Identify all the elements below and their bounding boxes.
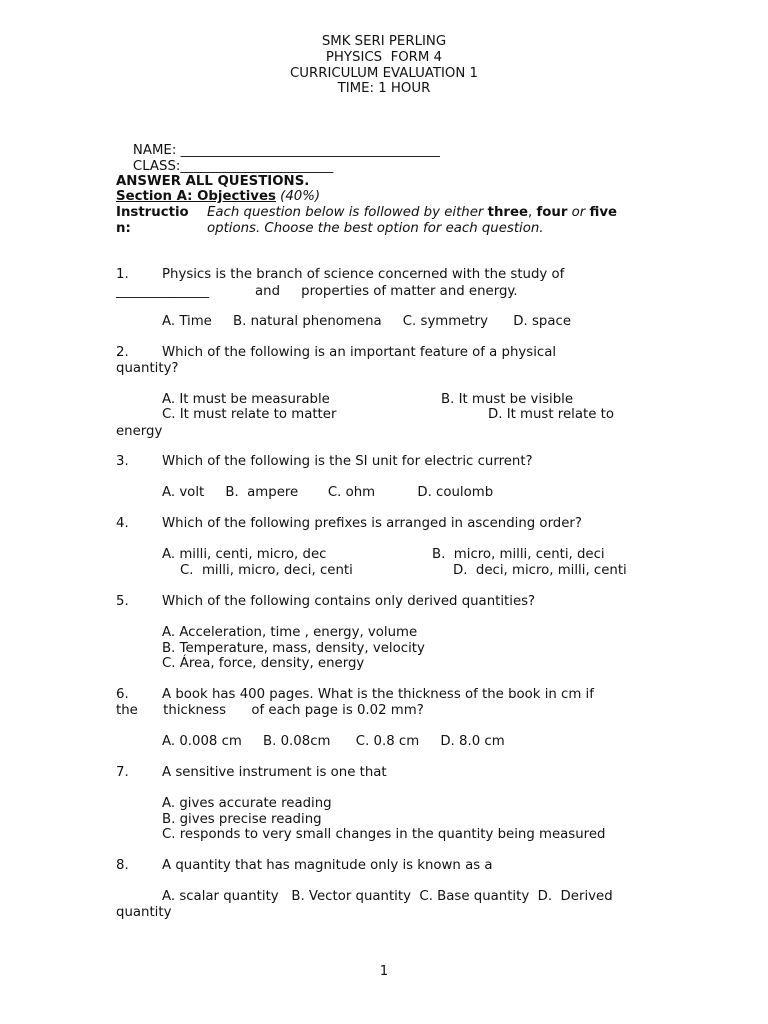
- question-4-option-b[interactable]: B. micro, milli, centi, deci: [432, 547, 605, 562]
- question-6-number: 6.: [116, 687, 129, 702]
- question-5-number: 5.: [116, 594, 129, 609]
- question-4-option-c[interactable]: C. milli, micro, deci, centi: [180, 563, 353, 578]
- name-blank: _______________________________________: [180, 143, 440, 158]
- school-name: SMK SERI PERLING: [321, 34, 447, 49]
- question-4-text: Which of the following prefixes is arranged in ascending order?: [162, 516, 582, 531]
- instruction-label-2: n:: [116, 221, 131, 236]
- question-6-options[interactable]: A. 0.008 cm B. 0.08cm C. 0.8 cm D. 8.0 cm: [162, 734, 505, 749]
- class-blank: _______________________: [180, 159, 334, 174]
- exam-title: CURRICULUM EVALUATION 1: [289, 66, 479, 81]
- question-2-option-a[interactable]: A. It must be measurable: [162, 392, 330, 407]
- question-1-number: 1.: [116, 267, 129, 282]
- question-2-option-d[interactable]: D. It must relate to: [488, 407, 614, 422]
- instruction-text-1: Each question below is followed by either three, four or five: [207, 205, 618, 220]
- question-8-options-wrap: quantity: [116, 905, 172, 920]
- question-1-options[interactable]: A. Time B. natural phenomena C. symmetry D. space: [162, 314, 572, 329]
- question-2-text-2: quantity?: [116, 361, 179, 376]
- question-2-number: 2.: [116, 345, 129, 360]
- question-5-option-b[interactable]: B. Temperature, mass, density, velocity: [162, 641, 425, 656]
- question-2-text: Which of the following is an important feature of a physical: [162, 345, 557, 360]
- question-4-number: 4.: [116, 516, 129, 531]
- question-7-text: A sensitive instrument is one that: [162, 765, 387, 780]
- question-8-options[interactable]: A. scalar quantity B. Vector quantity C. Base quantity D. Derived: [162, 889, 613, 904]
- answer-all-heading: ANSWER ALL QUESTIONS.: [116, 174, 310, 189]
- question-7-option-c[interactable]: C. responds to very small changes in the quantity being measured: [162, 827, 606, 842]
- question-5-option-c[interactable]: C. Área, force, density, energy: [162, 656, 365, 671]
- question-6-text: A book has 400 pages. What is the thickness of the book in cm if: [162, 687, 594, 702]
- question-8-number: 8.: [116, 858, 129, 873]
- question-3-options[interactable]: A. volt B. ampere C. ohm D. coulomb: [162, 485, 494, 500]
- question-4-option-d[interactable]: D. deci, micro, milli, centi: [453, 563, 627, 578]
- page-number: 1: [379, 964, 389, 979]
- section-heading: [116, 189, 320, 205]
- question-8-text: A quantity that has magnitude only is known as a: [162, 858, 493, 873]
- question-5-text: Which of the following contains only derived quantities?: [162, 594, 536, 609]
- question-7-option-b[interactable]: B. gives precise reading: [162, 812, 322, 827]
- question-7-number: 7.: [116, 765, 129, 780]
- question-1-blank: ______________: [116, 284, 210, 299]
- section-title: Section A: Objectives: [116, 189, 276, 204]
- instruction-label-1: Instructio: [116, 205, 189, 220]
- question-1-text: Physics is the branch of science concerned with the study of: [162, 267, 565, 282]
- question-3-number: 3.: [116, 454, 129, 469]
- class-label: CLASS:: [132, 159, 181, 174]
- question-2-option-b[interactable]: B. It must be visible: [441, 392, 574, 407]
- question-6-text-2: the thickness of each page is 0.02 mm?: [116, 703, 424, 718]
- question-2-option-c[interactable]: C. It must relate to matter: [162, 407, 337, 422]
- question-3-text: Which of the following is the SI unit for electric current?: [162, 454, 533, 469]
- question-5-option-a[interactable]: A. Acceleration, time , energy, volume: [162, 625, 418, 640]
- instruction-text-2: options. Choose the best option for each question.: [207, 221, 544, 236]
- name-label: NAME:: [132, 143, 177, 158]
- question-4-option-a[interactable]: A. milli, centi, micro, dec: [162, 547, 327, 562]
- subject-title: PHYSICS FORM 4: [325, 50, 443, 65]
- section-weight: (40%): [280, 189, 321, 204]
- question-2-option-d-wrap: energy: [116, 424, 163, 439]
- exam-time: TIME: 1 HOUR: [337, 81, 431, 96]
- question-7-option-a[interactable]: A. gives accurate reading: [162, 796, 332, 811]
- question-1-text-2: and properties of matter and energy.: [255, 284, 518, 299]
